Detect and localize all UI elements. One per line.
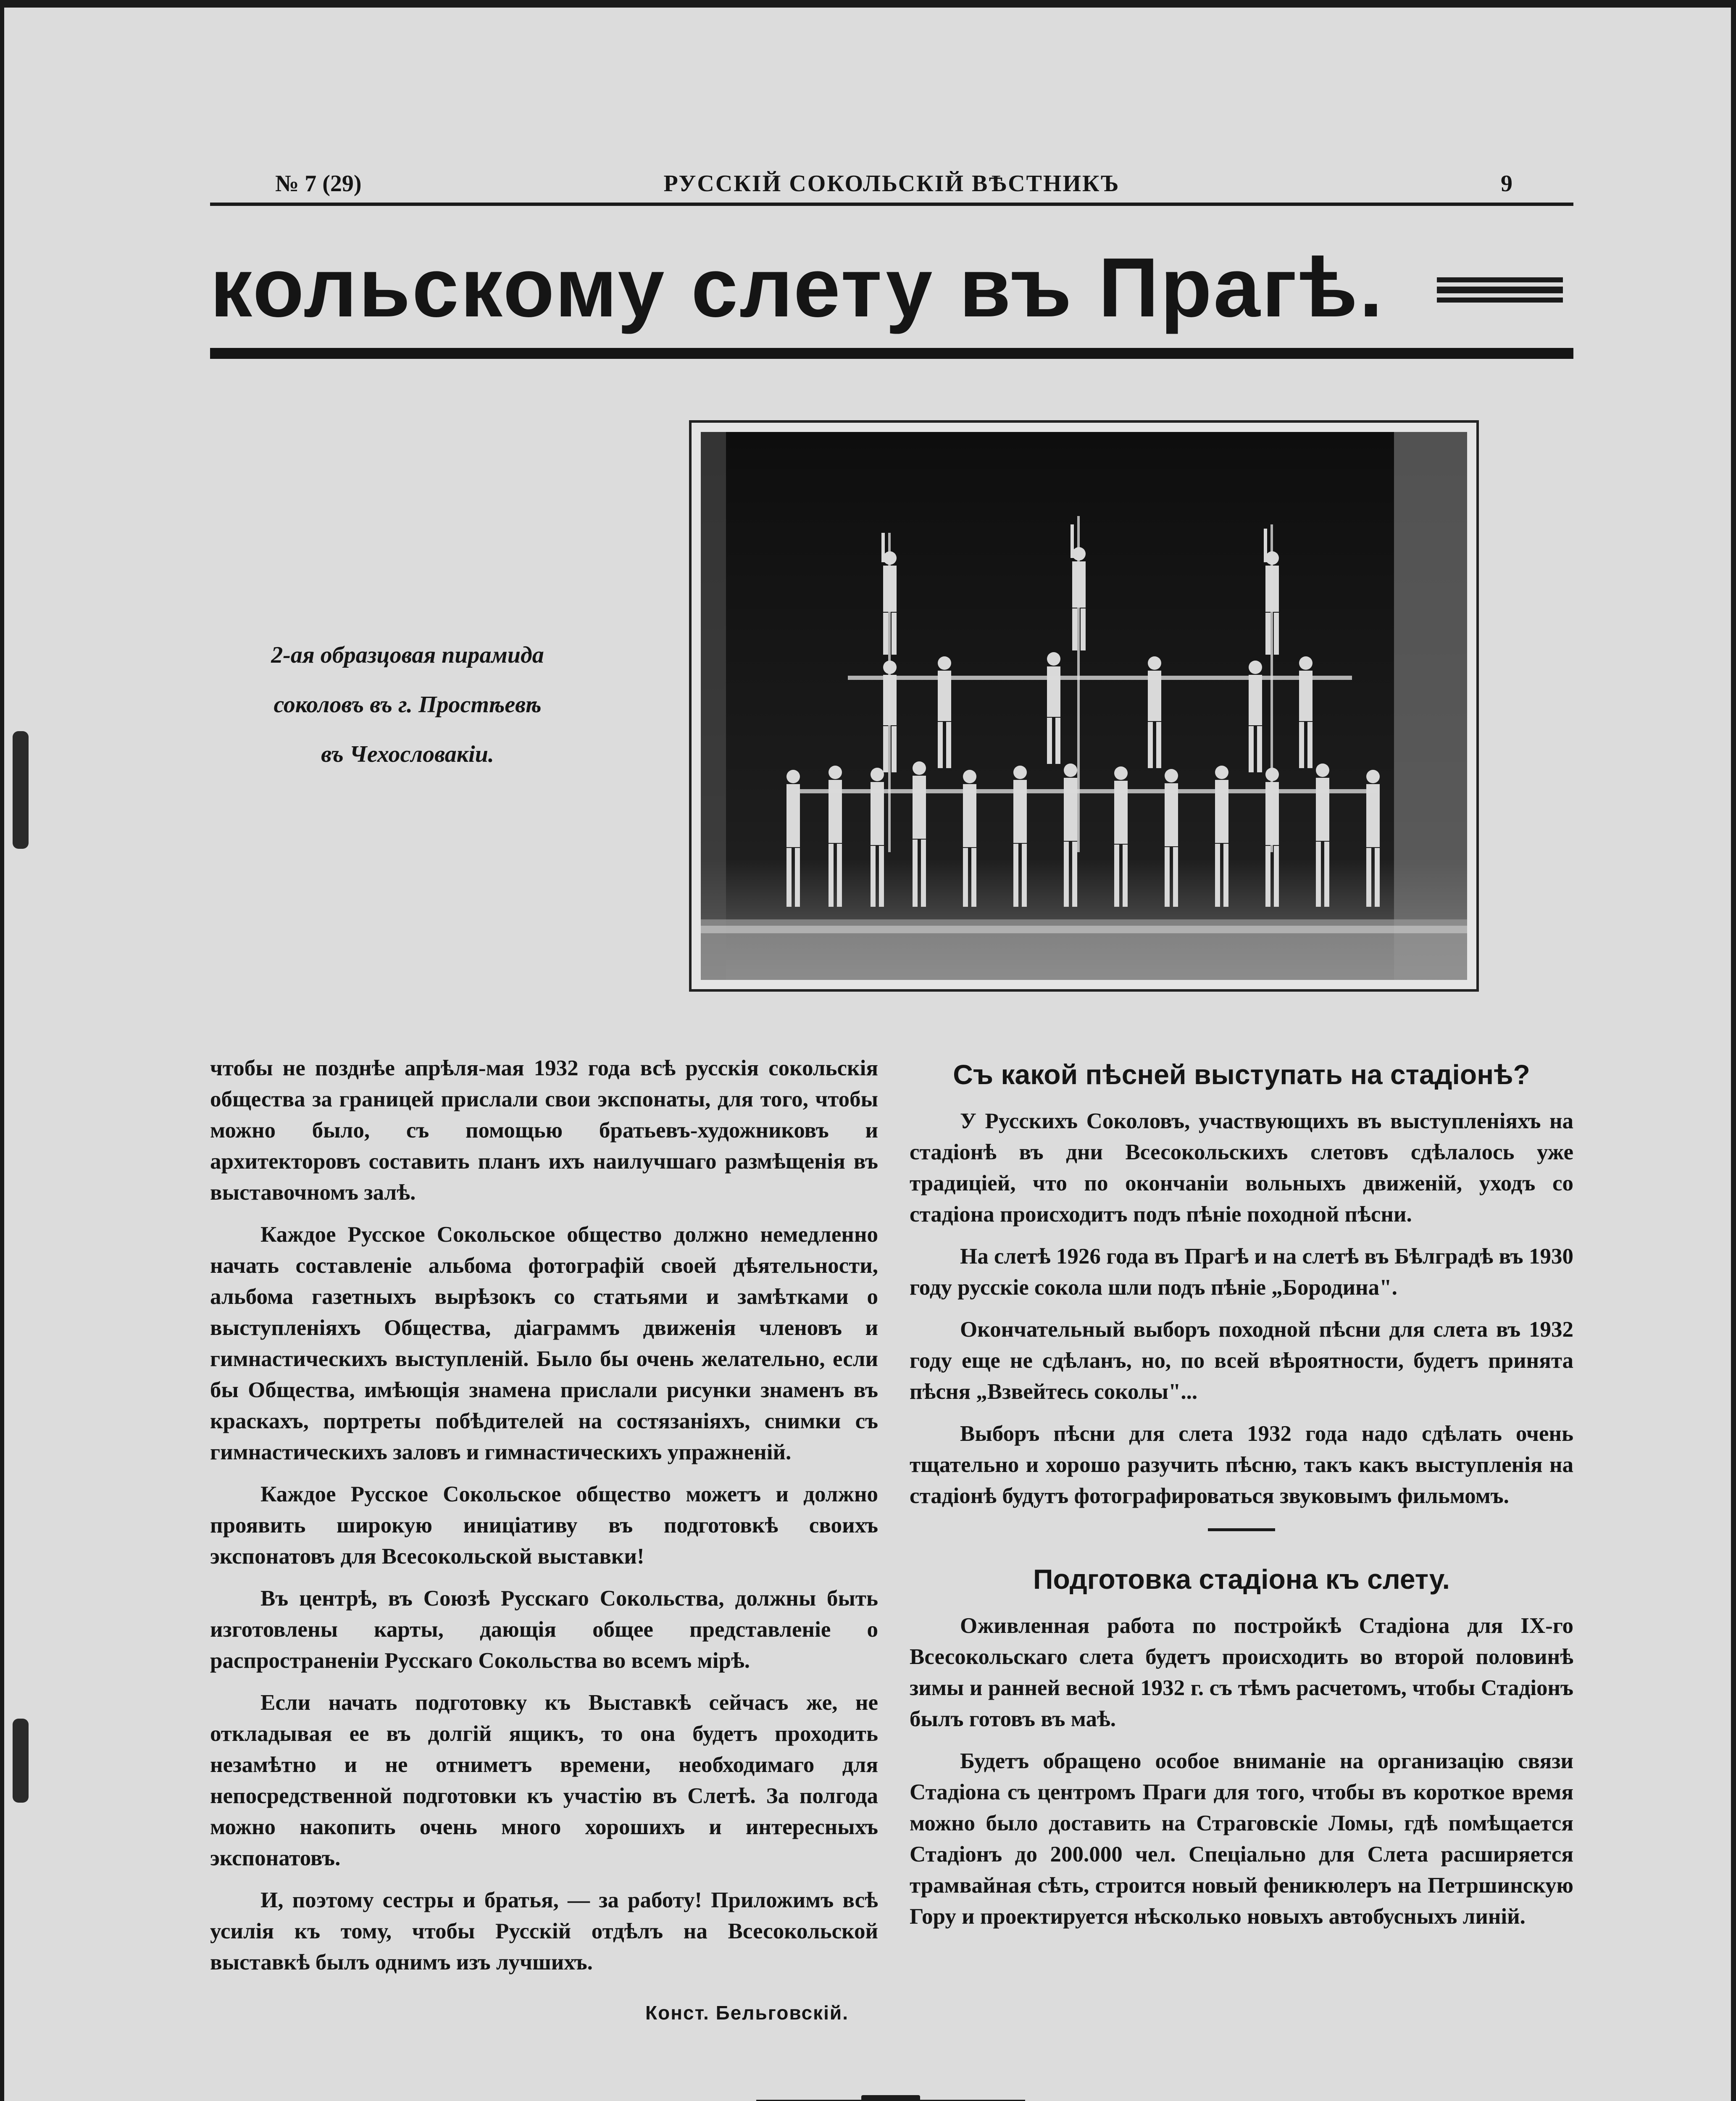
section-divider [1208, 1528, 1275, 1531]
header-rule [210, 203, 1573, 206]
caption-line: въ Чехословакіи. [321, 741, 494, 767]
scan-border-left [0, 0, 4, 2101]
end-ornament [756, 2093, 1025, 2101]
paragraph: Окончательный выборъ походной пѣсни для слета въ 1932 году еще не сдѣланъ, но, по всей вѣроятности, будетъ принята пѣсня „Взвейтесь соколы"... [910, 1317, 1573, 1404]
page-number: 9 [1501, 171, 1512, 197]
pyramid-photo [689, 420, 1479, 992]
binding-clip-top [13, 731, 29, 849]
binding-clip-bottom [13, 1719, 29, 1803]
paragraph: Выборъ пѣсни для слета 1932 года надо сдѣлать очень тщательно и хорошо разучить пѣсню, такъ какъ выступленія на стадіонѣ будутъ фотографироваться звуковымъ фильмомъ. [910, 1422, 1573, 1508]
article-title: кольскому слету въ Прагѣ. [210, 241, 1384, 334]
author-signature: Конст. Бельговскій. [645, 2002, 849, 2024]
caption-line: 2-ая образцовая пирамида [271, 642, 544, 668]
paragraph: Будетъ обращено особое вниманіе на организацію связи Стадіона съ центромъ Праги для того, чтобы въ короткое время можно было доставить на Страговскіе Ломы, гдѣ помѣщается Стадіонъ до 200.000 чел. Спеціально для Слета расширяется трамвайная сѣть, строится новый феникюлеръ на Петршинскую Гору и проектируется нѣсколько новыхъ автобусныхъ линій. [910, 1749, 1573, 1929]
paragraph: чтобы не позднѣе апрѣля-мая 1932 года всѣ русскія сокольскія общества за границей прислали свои экспонаты, для того, чтобы можно было, съ помощью братьевъ-художниковъ и архитекторовъ составить планъ ихъ наилучшаго размѣщенія въ выставочномъ залѣ. [210, 1056, 878, 1205]
paragraph: На слетѣ 1926 года въ Прагѣ и на слетѣ въ Бѣлградѣ въ 1930 году русскіе сокола шли подъ пѣніе „Бородина". [910, 1244, 1573, 1300]
paragraph: И, поэтому сестры и братья, — за работу! Приложимъ всѣ усилія къ тому, чтобы Русскій отдѣлъ на Всесокольской выставкѣ былъ однимъ изъ лучшихъ. [210, 1888, 878, 1975]
right-column [910, 1053, 1573, 1943]
pyramid-photo-image [701, 432, 1467, 980]
left-column [210, 1053, 878, 2028]
paragraph: Если начать подготовку къ Выставкѣ сейчасъ же, не откладывая ее въ долгій ящикъ, то она будетъ проходить незамѣтно и не отниметъ времени, необходимаго для непосредственной подготовки къ участію въ Слетѣ. За полгода можно накопить очень много хорошихъ и интересныхъ экспонатовъ. [210, 1690, 878, 1870]
scan-border-top [0, 0, 1736, 8]
running-header [210, 170, 1573, 200]
photo-caption [197, 630, 618, 779]
issue-number: № 7 (29) [275, 171, 362, 197]
scan-border-right [1731, 0, 1736, 2101]
title-rule [210, 348, 1573, 359]
magazine-title: РУССКІЙ СОКОЛЬСКІЙ ВѢСТНИКЪ [663, 171, 1120, 197]
section-title-stadium: Подготовка стадіона къ слету. [1033, 1564, 1450, 1595]
title-ornament [1437, 277, 1563, 307]
paragraph: Каждое Русское Сокольское общество должно немедленно начать составленіе альбома фотографій своей дѣятельности, альбома газетныхъ вырѣзокъ со статьями и замѣтками о выступленіяхъ Общества, діаграммъ движенія членовъ и гимнастическихъ выступленій. Было бы очень желательно, если бы Общества, имѣющія знамена прислали рисунки знаменъ въ краскахъ, портреты побѣдителей на состязаніяхъ, снимки съ гимнастическихъ заловъ и гимнастическихъ упражненій. [210, 1222, 878, 1464]
paragraph: Оживленная работа по постройкѣ Стадіона для IX-го Всесокольскаго слета будетъ происходить во второй половинѣ зимы и ранней весной 1932 г. съ тѣмъ расчетомъ, чтобы Стадіонъ былъ готовъ въ маѣ. [910, 1614, 1573, 1731]
paragraph: У Русскихъ Соколовъ, участвующихъ въ выступленіяхъ на стадіонѣ въ дни Всесокольскихъ слетовъ сдѣлалось уже традиціей, что по окончаніи вольныхъ движеній, уходъ со стадіона происходитъ подъ пѣніе походной пѣсни. [910, 1109, 1573, 1227]
paragraph: Въ центрѣ, въ Союзѣ Русскаго Сокольства, должны быть изготовлены карты, дающія общее представленіе о распространеніи Русскаго Сокольства во всемъ мірѣ. [210, 1586, 878, 1673]
caption-line: соколовъ въ г. Простѣевѣ [274, 692, 542, 718]
section-title-song: Съ какой пѣсней выступать на стадіонѣ? [953, 1059, 1530, 1090]
paragraph: Каждое Русское Сокольское общество можетъ и должно проявить широкую иниціативу въ подготовкѣ своихъ экспонатовъ для Всесокольской выставки! [210, 1482, 878, 1569]
